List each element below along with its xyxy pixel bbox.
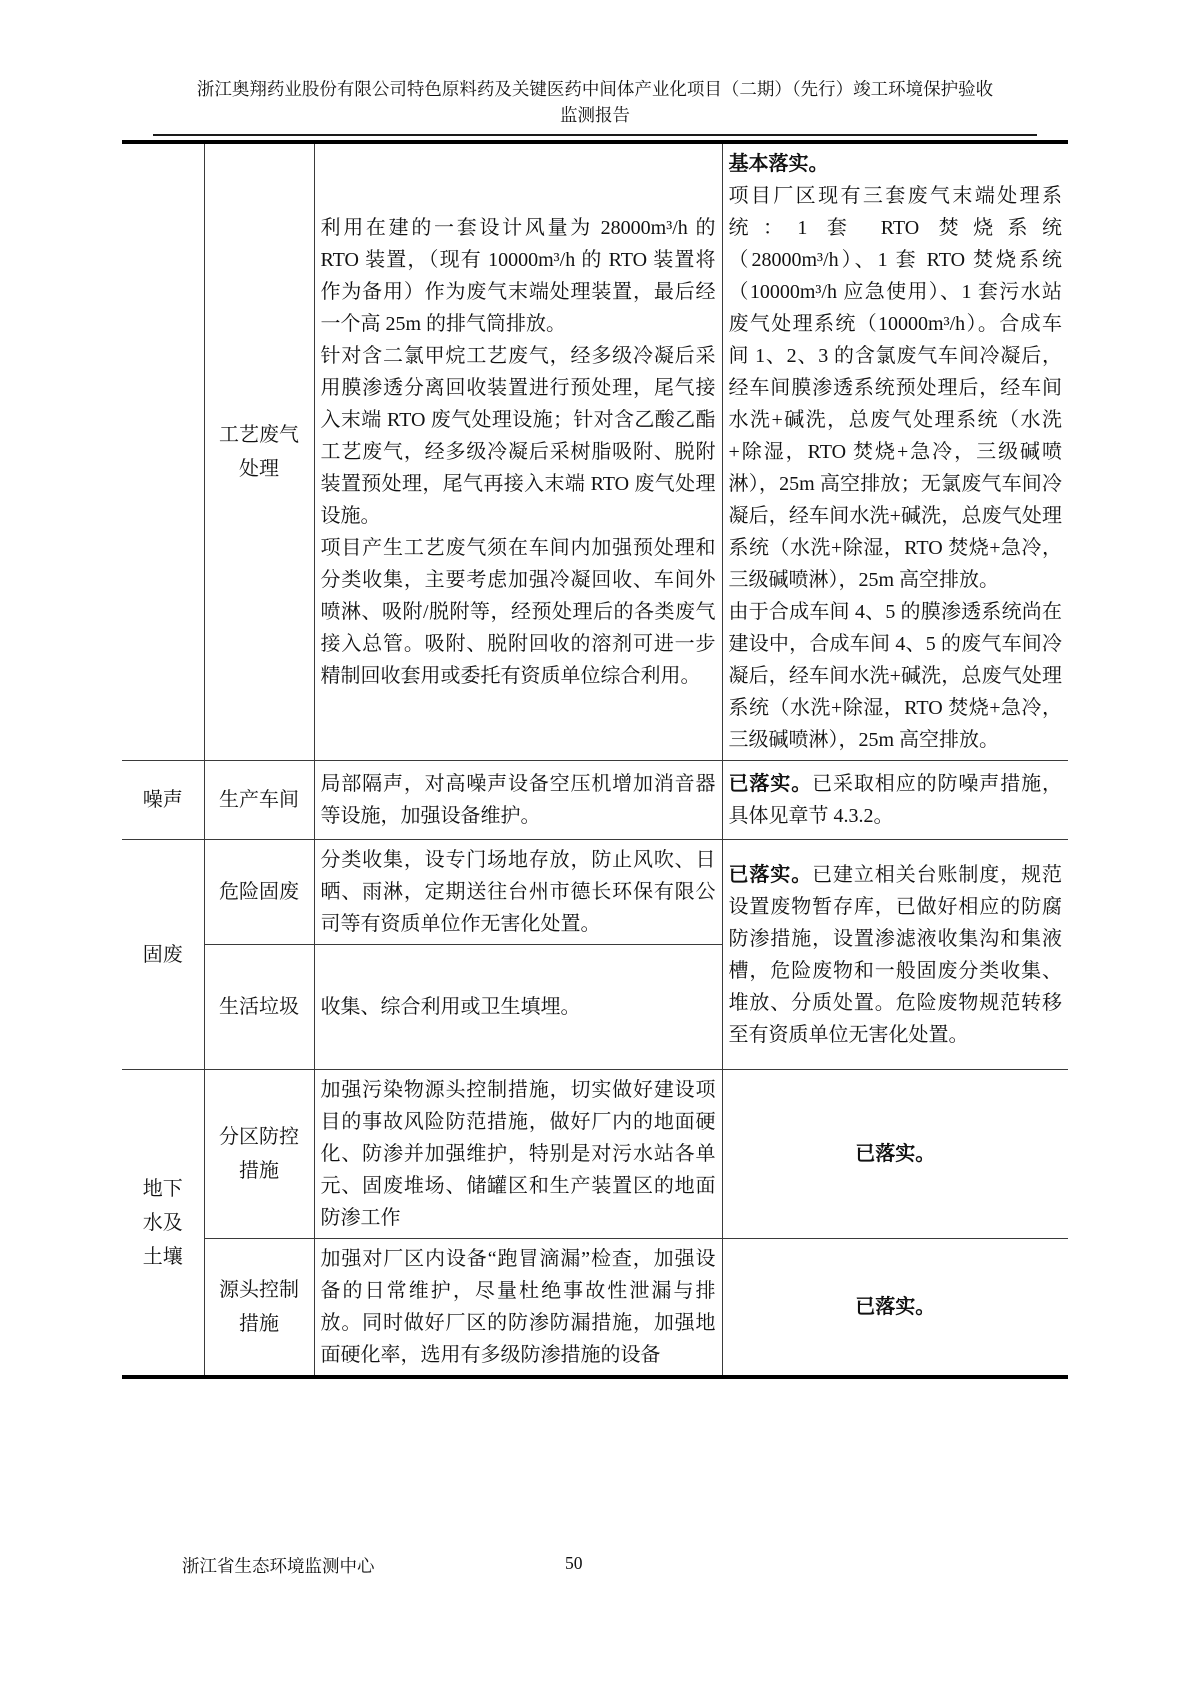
category-cell-empty — [122, 142, 204, 761]
status-cell-zone-control: 已落实。 — [722, 1070, 1068, 1239]
status-cell-noise — [722, 761, 1068, 840]
subcategory-label: 工艺废气处理 — [219, 424, 299, 480]
measure-cell-process-gas — [314, 142, 722, 761]
subcategory-label: 分区防控措施 — [219, 1126, 299, 1182]
measure-paragraph: 加强污染物源头控制措施，切实做好建设项目的事故风险防范措施，做好厂内的地面硬化、防渗并加强维护，特别是对污水站各单元、固废堆场、储罐区和生产装置区的地面防渗工作 — [320, 1079, 716, 1229]
measure-cell-source-control — [314, 1239, 722, 1378]
status-cell-source-control: 已落实。 — [722, 1239, 1068, 1378]
measure-cell-hazardous — [314, 840, 722, 945]
measure-paragraph: 加强对厂区内设备“跑冒滴漏”检查，加强设备的日常维护，尽量杜绝事故性泄漏与排放。同时做好厂区的防渗防漏措施，加强地面硬化率，选用有多级防渗措施的设备 — [320, 1248, 716, 1366]
measure-paragraph: 分类收集，设专门场地存放，防止风吹、日晒、雨淋，定期送往台州市德长环保有限公司等有资质单位作无害化处置。 — [320, 849, 716, 935]
category-label: 地下水及土壤 — [142, 1177, 183, 1268]
status-text: 已建立相关台账制度，规范设置废物暂存库，已做好相应的防腐防渗措施，设置渗滤液收集沟和集液槽，危险废物和一般固废分类收集、堆放、分质处置。危险废物规范转移至有资质单位无害化处置。 — [728, 863, 1063, 1046]
status-paragraph: 由于合成车间 4、5 的膜渗透系统尚在建设中，合成车间 4、5 的废气车间冷凝后，经车间水洗+碱洗，总废气处理系统（水洗+除湿，RTO 焚烧+急冷，三级碱喷淋），25m 高空排放。 — [728, 601, 1062, 751]
subcategory-domestic-waste: 生活垃圾 — [204, 945, 314, 1070]
page-number: 50 — [565, 1553, 583, 1573]
row-process-gas — [122, 142, 1068, 761]
row-source-control — [122, 1239, 1068, 1378]
measures-table — [122, 140, 1068, 1379]
category-solid-waste: 固废 — [122, 840, 204, 1070]
subcategory-noise: 生产车间 — [204, 761, 314, 840]
status-paragraph — [729, 768, 1063, 832]
measure-cell-zone-control — [314, 1070, 722, 1239]
subcategory-hazardous-waste: 危险固废 — [204, 840, 314, 945]
header-rule — [153, 134, 1037, 136]
measure-paragraph: 针对含二氯甲烷工艺废气，经多级冷凝后采用膜渗透分离回收装置进行预处理，尾气接入末端 RTO 废气处理设施；针对含乙酸乙酯工艺废气，经多级冷凝后采树脂吸附、脱附装置预处理，尾气再接入末端 RTO 废气处理设施。 — [320, 345, 716, 527]
status-paragraph: 项目厂区现有三套废气末端处理系统：1 套 RTO 焚烧系统（28000m³/h）、1 套 RTO 焚烧系统（10000m³/h 应急使用）、1 套污水站废气处理系统（10000m³/h）。合成车间 1、2、3 的含氯废气车间冷凝后，经车间膜渗透系统预处理后，经车间水洗+碱洗，总废气处理系统（水洗+除湿，RTO 焚烧+急冷，三级碱喷淋），25m 高空排放；无氯废气车间冷凝后，经车间水洗+碱洗，总废气处理系统（水洗+除湿，RTO 焚烧+急冷，三级碱喷淋），25m 高空排放。 — [728, 185, 1062, 591]
row-noise — [122, 761, 1068, 840]
measure-paragraph: 收集、综合利用或卫生填埋。 — [320, 996, 581, 1018]
measure-cell-domestic — [314, 945, 722, 1070]
page-header — [0, 0, 1190, 128]
status-lead: 已落实。 — [728, 863, 813, 886]
subcategory-source-control — [204, 1239, 314, 1378]
status-lead: 基本落实。 — [728, 153, 829, 175]
measure-paragraph: 利用在建的一套设计风量为 28000m³/h 的 RTO 装置，（现有 10000m³/h 的 RTO 装置将作为备用）作为废气末端处理装置，最后经一个高 25m 的排气筒排放。 — [320, 217, 716, 335]
header-title-line1: 浙江奥翔药业股份有限公司特色原料药及关键医药中间体产业化项目（二期）（先行）竣工环境保护验收 — [196, 79, 994, 99]
measure-paragraph: 项目产生工艺废气须在车间内加强预处理和分类收集，主要考虑加强冷凝回收、车间外喷淋、吸附/脱附等，经预处理后的各类废气接入总管。吸附、脱附回收的溶剂可进一步精制回收套用或委托有资质单位综合利用。 — [320, 537, 716, 687]
measure-cell-noise — [314, 761, 722, 840]
status-text: 已采取相应的防噪声措施，具体见章节 4.3.2。 — [728, 773, 1063, 827]
status-cell-solid-waste — [722, 840, 1068, 1070]
status-cell-process-gas — [722, 142, 1068, 761]
category-noise: 噪声 — [122, 761, 204, 840]
status-lead: 已落实。 — [728, 773, 813, 795]
header-title-line2: 监测报告 — [560, 105, 630, 125]
subcategory-label: 源头控制措施 — [219, 1279, 299, 1335]
row-zone-control — [122, 1070, 1068, 1239]
status-paragraph — [729, 859, 1063, 1051]
footer-organization: 浙江省生态环境监测中心 — [182, 1556, 375, 1576]
subcategory-process-gas — [204, 142, 314, 761]
row-hazardous-waste — [122, 840, 1068, 945]
category-groundwater-soil — [122, 1070, 204, 1378]
measure-paragraph: 局部隔声，对高噪声设备空压机增加消音器等设施，加强设备维护。 — [320, 773, 716, 827]
subcategory-zone-control — [204, 1070, 314, 1239]
